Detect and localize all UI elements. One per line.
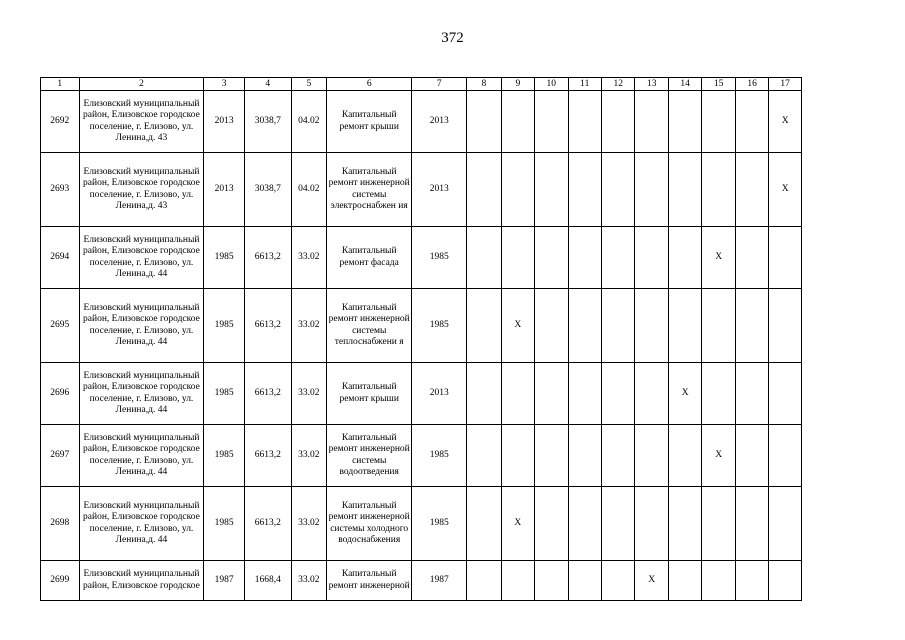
empty-cell bbox=[735, 487, 768, 561]
mark-cell: X bbox=[501, 487, 534, 561]
empty-cell bbox=[501, 561, 534, 601]
table-row bbox=[41, 227, 802, 289]
empty-cell bbox=[635, 425, 668, 487]
address-cell: Елизовский муниципальный район, Елизовское городское поселение, г. Елизово, ул. Ленина,д. 43 bbox=[79, 91, 204, 153]
column-header: 12 bbox=[601, 78, 634, 91]
empty-cell bbox=[535, 153, 568, 227]
area-cell: 6613,2 bbox=[244, 289, 291, 363]
empty-cell bbox=[601, 227, 634, 289]
empty-cell bbox=[601, 425, 634, 487]
empty-cell bbox=[635, 487, 668, 561]
empty-cell bbox=[668, 487, 701, 561]
empty-cell bbox=[501, 363, 534, 425]
empty-cell bbox=[668, 289, 701, 363]
table-row bbox=[41, 487, 802, 561]
empty-cell bbox=[467, 227, 501, 289]
year-cell: 1987 bbox=[204, 561, 245, 601]
empty-cell bbox=[735, 91, 768, 153]
year-cell: 1985 bbox=[204, 289, 245, 363]
empty-cell bbox=[635, 363, 668, 425]
empty-cell bbox=[769, 289, 802, 363]
address-cell: Елизовский муниципальный район, Елизовское городское поселение, г. Елизово, ул. Ленина,д. 44 bbox=[79, 487, 204, 561]
year-planned-cell: 1985 bbox=[412, 425, 467, 487]
empty-cell bbox=[735, 227, 768, 289]
table-row bbox=[41, 91, 802, 153]
work-type-cell: Капитальный ремонт фасада bbox=[327, 227, 412, 289]
code-cell: 33.02 bbox=[291, 289, 327, 363]
empty-cell bbox=[568, 363, 601, 425]
year-cell: 2013 bbox=[204, 91, 245, 153]
header-row bbox=[41, 78, 802, 91]
empty-cell bbox=[668, 425, 701, 487]
column-header: 17 bbox=[769, 78, 802, 91]
column-header: 14 bbox=[668, 78, 701, 91]
empty-cell bbox=[568, 289, 601, 363]
row-id: 2697 bbox=[41, 425, 80, 487]
empty-cell bbox=[769, 425, 802, 487]
empty-cell bbox=[535, 91, 568, 153]
column-header: 4 bbox=[244, 78, 291, 91]
year-cell: 1985 bbox=[204, 227, 245, 289]
address-cell: Елизовский муниципальный район, Елизовское городское поселение, г. Елизово, ул. Ленина,д. 44 bbox=[79, 363, 204, 425]
row-id: 2699 bbox=[41, 561, 80, 601]
work-type-cell: Капитальный ремонт инженерной системы теплоснабжени я bbox=[327, 289, 412, 363]
code-cell: 04.02 bbox=[291, 153, 327, 227]
empty-cell bbox=[535, 363, 568, 425]
empty-cell bbox=[568, 561, 601, 601]
empty-cell bbox=[635, 153, 668, 227]
address-cell: Елизовский муниципальный район, Елизовское городское поселение, г. Елизово, ул. Ленина,д. 44 bbox=[79, 425, 204, 487]
empty-cell bbox=[568, 227, 601, 289]
empty-cell bbox=[601, 561, 634, 601]
page-number: 372 bbox=[441, 30, 464, 46]
column-header: 2 bbox=[79, 78, 204, 91]
area-cell: 3038,7 bbox=[244, 91, 291, 153]
empty-cell bbox=[735, 289, 768, 363]
empty-cell bbox=[702, 153, 735, 227]
empty-cell bbox=[702, 487, 735, 561]
area-cell: 6613,2 bbox=[244, 487, 291, 561]
code-cell: 33.02 bbox=[291, 363, 327, 425]
column-header: 9 bbox=[501, 78, 534, 91]
empty-cell bbox=[668, 153, 701, 227]
column-header: 3 bbox=[204, 78, 245, 91]
mark-cell: X bbox=[635, 561, 668, 601]
repair-schedule-table bbox=[40, 77, 802, 601]
empty-cell bbox=[702, 289, 735, 363]
table-row bbox=[41, 425, 802, 487]
area-cell: 6613,2 bbox=[244, 227, 291, 289]
year-planned-cell: 2013 bbox=[412, 91, 467, 153]
row-id: 2698 bbox=[41, 487, 80, 561]
column-header: 16 bbox=[735, 78, 768, 91]
year-cell: 1985 bbox=[204, 487, 245, 561]
empty-cell bbox=[535, 289, 568, 363]
empty-cell bbox=[702, 561, 735, 601]
address-cell: Елизовский муниципальный район, Елизовское городское bbox=[79, 561, 204, 601]
mark-cell: X bbox=[501, 289, 534, 363]
area-cell: 3038,7 bbox=[244, 153, 291, 227]
table-row bbox=[41, 289, 802, 363]
work-type-cell: Капитальный ремонт инженерной bbox=[327, 561, 412, 601]
empty-cell bbox=[635, 289, 668, 363]
mark-cell: X bbox=[702, 425, 735, 487]
area-cell: 6613,2 bbox=[244, 363, 291, 425]
year-planned-cell: 1985 bbox=[412, 487, 467, 561]
column-header: 15 bbox=[702, 78, 735, 91]
year-cell: 1985 bbox=[204, 425, 245, 487]
empty-cell bbox=[467, 153, 501, 227]
table-row bbox=[41, 363, 802, 425]
empty-cell bbox=[568, 153, 601, 227]
empty-cell bbox=[467, 425, 501, 487]
empty-cell bbox=[467, 363, 501, 425]
year-cell: 1985 bbox=[204, 363, 245, 425]
empty-cell bbox=[668, 91, 701, 153]
empty-cell bbox=[601, 91, 634, 153]
mark-cell: X bbox=[668, 363, 701, 425]
column-header: 7 bbox=[412, 78, 467, 91]
column-header: 5 bbox=[291, 78, 327, 91]
year-planned-cell: 1985 bbox=[412, 227, 467, 289]
year-planned-cell: 2013 bbox=[412, 153, 467, 227]
address-cell: Елизовский муниципальный район, Елизовское городское поселение, г. Елизово, ул. Ленина,д. 43 bbox=[79, 153, 204, 227]
empty-cell bbox=[535, 227, 568, 289]
empty-cell bbox=[535, 487, 568, 561]
year-cell: 2013 bbox=[204, 153, 245, 227]
empty-cell bbox=[735, 363, 768, 425]
empty-cell bbox=[735, 153, 768, 227]
column-header: 8 bbox=[467, 78, 501, 91]
mark-cell: X bbox=[769, 153, 802, 227]
column-header: 6 bbox=[327, 78, 412, 91]
column-header: 13 bbox=[635, 78, 668, 91]
column-header: 11 bbox=[568, 78, 601, 91]
row-id: 2692 bbox=[41, 91, 80, 153]
empty-cell bbox=[601, 153, 634, 227]
empty-cell bbox=[501, 425, 534, 487]
empty-cell bbox=[735, 425, 768, 487]
empty-cell bbox=[702, 91, 735, 153]
row-id: 2693 bbox=[41, 153, 80, 227]
empty-cell bbox=[568, 91, 601, 153]
empty-cell bbox=[535, 425, 568, 487]
area-cell: 1668,4 bbox=[244, 561, 291, 601]
row-id: 2695 bbox=[41, 289, 80, 363]
empty-cell bbox=[635, 91, 668, 153]
column-header: 10 bbox=[535, 78, 568, 91]
year-planned-cell: 2013 bbox=[412, 363, 467, 425]
year-planned-cell: 1987 bbox=[412, 561, 467, 601]
year-planned-cell: 1985 bbox=[412, 289, 467, 363]
code-cell: 33.02 bbox=[291, 561, 327, 601]
empty-cell bbox=[735, 561, 768, 601]
code-cell: 33.02 bbox=[291, 425, 327, 487]
mark-cell: X bbox=[702, 227, 735, 289]
empty-cell bbox=[467, 91, 501, 153]
work-type-cell: Капитальный ремонт инженерной системы электроснабжен ия bbox=[327, 153, 412, 227]
empty-cell bbox=[601, 487, 634, 561]
empty-cell bbox=[769, 363, 802, 425]
empty-cell bbox=[501, 153, 534, 227]
empty-cell bbox=[702, 363, 735, 425]
work-type-cell: Капитальный ремонт инженерной системы водоотведения bbox=[327, 425, 412, 487]
empty-cell bbox=[467, 289, 501, 363]
empty-cell bbox=[668, 227, 701, 289]
address-cell: Елизовский муниципальный район, Елизовское городское поселение, г. Елизово, ул. Ленина,д. 44 bbox=[79, 289, 204, 363]
empty-cell bbox=[467, 561, 501, 601]
mark-cell: X bbox=[769, 91, 802, 153]
area-cell: 6613,2 bbox=[244, 425, 291, 487]
empty-cell bbox=[769, 561, 802, 601]
work-type-cell: Капитальный ремонт крыши bbox=[327, 91, 412, 153]
work-type-cell: Капитальный ремонт крыши bbox=[327, 363, 412, 425]
column-header: 1 bbox=[41, 78, 80, 91]
code-cell: 33.02 bbox=[291, 227, 327, 289]
empty-cell bbox=[635, 227, 668, 289]
row-id: 2696 bbox=[41, 363, 80, 425]
empty-cell bbox=[501, 227, 534, 289]
table-row bbox=[41, 153, 802, 227]
work-type-cell: Капитальный ремонт инженерной системы холодного водоснабжения bbox=[327, 487, 412, 561]
address-cell: Елизовский муниципальный район, Елизовское городское поселение, г. Елизово, ул. Ленина,д. 44 bbox=[79, 227, 204, 289]
empty-cell bbox=[601, 363, 634, 425]
empty-cell bbox=[467, 487, 501, 561]
empty-cell bbox=[601, 289, 634, 363]
row-id: 2694 bbox=[41, 227, 80, 289]
empty-cell bbox=[501, 91, 534, 153]
table-row bbox=[41, 561, 802, 601]
code-cell: 33.02 bbox=[291, 487, 327, 561]
empty-cell bbox=[769, 487, 802, 561]
empty-cell bbox=[769, 227, 802, 289]
empty-cell bbox=[535, 561, 568, 601]
empty-cell bbox=[568, 487, 601, 561]
code-cell: 04.02 bbox=[291, 91, 327, 153]
empty-cell bbox=[668, 561, 701, 601]
empty-cell bbox=[568, 425, 601, 487]
